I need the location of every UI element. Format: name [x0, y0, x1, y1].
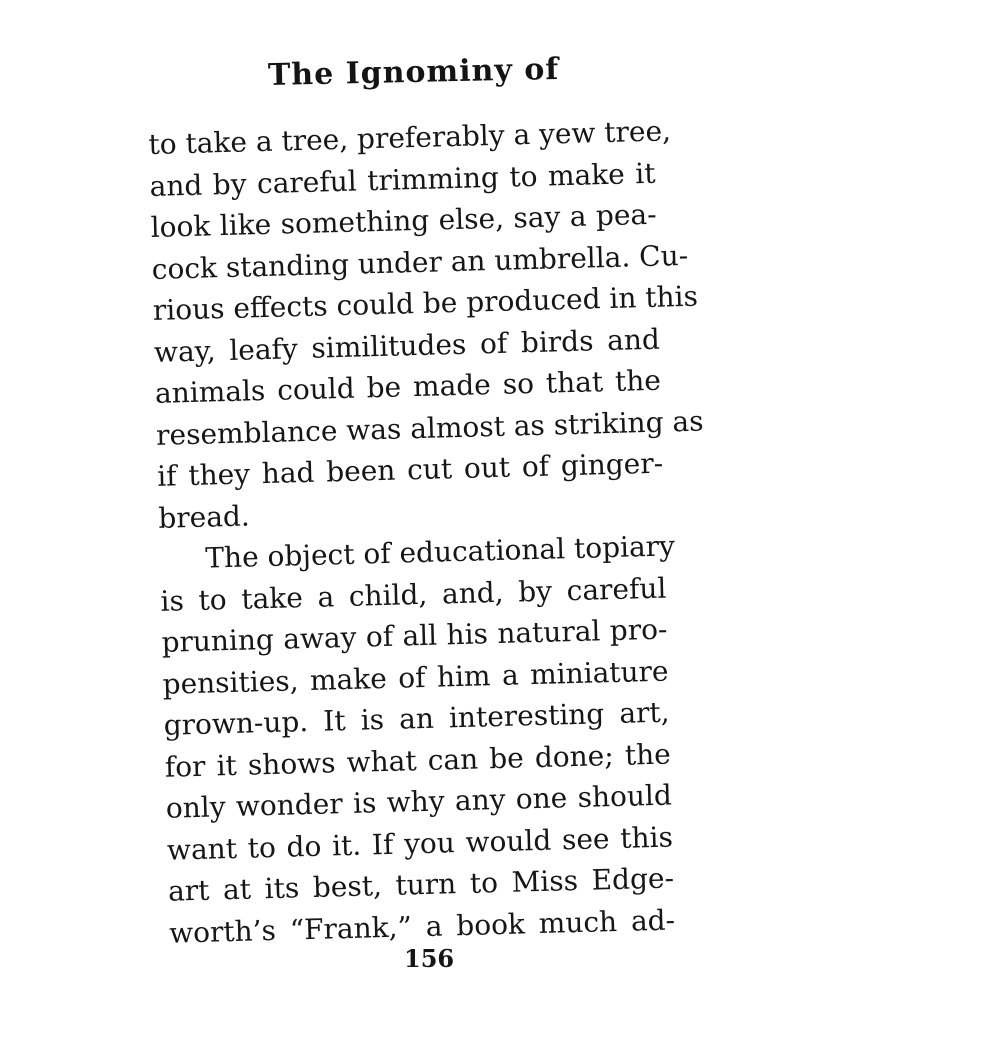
text-line: art at its best, turn to Miss Edge- — [167, 861, 675, 908]
text-line: bread. — [157, 498, 251, 535]
text-line: cock standing under an umbrella. Cu- — [151, 238, 689, 286]
text-line: to take a tree, preferably a yew tree, — [148, 114, 672, 161]
page-number: 156 — [404, 944, 455, 973]
text-line: The object of educational topiary — [204, 529, 676, 575]
text-line: pensities, make of him a miniature — [162, 654, 669, 701]
text-line: only wonder is why any one should — [165, 778, 673, 825]
text-line: want to do it. If you would see this — [166, 820, 674, 867]
text-line: resemblance was almost as striking as — [155, 404, 704, 452]
text-line: grown-up. It is an interesting art, — [163, 695, 671, 742]
text-line: worth’s “Frank,” a book much ad- — [168, 902, 676, 950]
text-line: pruning away of all his natural pro- — [161, 612, 668, 659]
text-line: and by careful trimming to make it — [149, 156, 656, 203]
text-line: is to take a child, and, by careful — [160, 571, 667, 618]
text-line: look like something else, say a pea- — [150, 197, 657, 244]
text-line: animals could be made so that the — [154, 363, 662, 410]
text-line: for it shows what can be done; the — [164, 737, 672, 784]
text-line: if they had been cut out of ginger- — [156, 446, 664, 493]
running-head: The Ignominy of — [267, 51, 560, 93]
paragraph-2 — [159, 525, 690, 953]
text-line: way, leafy similitudes of birds and — [153, 322, 661, 369]
body-text — [148, 110, 704, 953]
paragraph-1 — [148, 110, 704, 538]
text-line: rious effects could be produced in this — [152, 279, 699, 327]
